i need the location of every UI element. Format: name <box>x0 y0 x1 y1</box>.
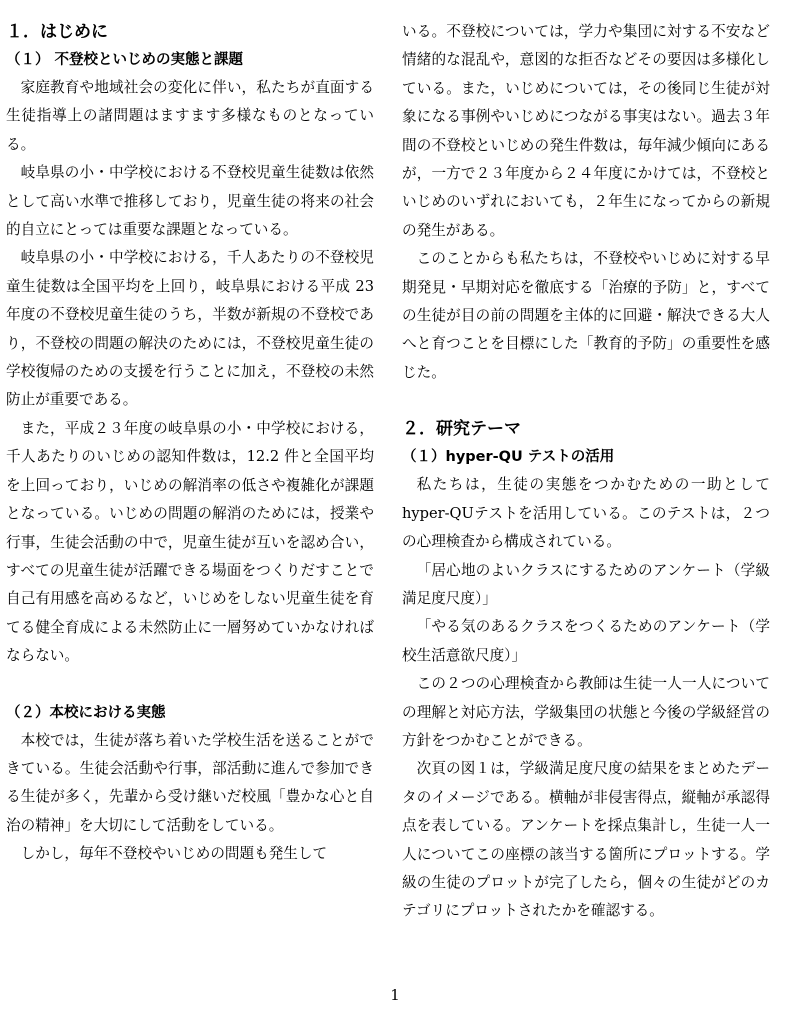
paragraph: このことからも私たちは，不登校やいじめに対する早期発見・早期対応を徹底する「治療的予防」と，すべての生徒が目の前の問題を主体的に回避・解決できる大人へと育つことを目標にした「教育的予防」の重要性を感じた。 <box>402 250 770 381</box>
paragraph: しかし，毎年不登校やいじめの問題も発生して <box>20 845 328 863</box>
spacer <box>6 671 374 699</box>
paragraph: また，平成２３年度の岐阜県の小・中学校における，千人あたりのいじめの認知件数は，12.2 件と全国平均を上回っており，いじめの解消率の低さや複雑化が課題となっている。いじめの問題の解消のためには，授業や行事，生徒会活動の中で，児童生徒が互いを認め合い，すべての児童生徒が活躍できる場面をつくりだすことで自己有用感を高めるなど，いじめをしない児童生徒を育てる健全育成による未然防止に一層努めていかなければならない。 <box>6 419 374 665</box>
paragraph: 本校では，生徒が落ち着いた学校生活を送ることができている。生徒会活動や行事，部活動に進んで参加できる生徒が多く，先輩から受け継いだ校風「豊かな心と自治の精神」を大切にして活動をしている。 <box>6 731 374 834</box>
paragraph-continued: いる。不登校については，学力や集団に対する不安など情緒的な混乱や，意図的な拒否などその要因は多様化している。また，いじめについては，その後同じ生徒が対象になる事例やいじめにつながる事実はない。過去３年間の不登校といじめの発生件数は，毎年減少傾向にあるが，一方で２３年度から２４年度にかけては，不登校といじめのいずれにおいても，２年生になってからの新規の発生がある。 <box>402 23 770 239</box>
left-column <box>6 18 374 869</box>
section-heading-research-theme: ２．研究テーマ <box>402 419 521 440</box>
spacer <box>402 387 770 415</box>
paragraph: この２つの心理検査から教師は生徒一人一人についての理解と対応方法，学級集団の状態と今後の学級経営の方針をつかむことができる。 <box>402 675 770 749</box>
paragraph: 家庭教育や地域社会の変化に伴い，私たちが直面する生徒指導上の諸問題はますます多様なものとなっている。 <box>6 79 374 153</box>
page-number: 1 <box>390 986 400 1004</box>
paragraph: 次頁の図１は，学級満足度尺度の結果をまとめたデータのイメージである。横軸が非侵害得点，縦軸が承認得点を表している。アンケートを採点集計し，生徒一人一人についてこの座標の該当する箇所にプロットする。学級の生徒のプロットが完了したら，個々の生徒がどのカテゴリにプロットされたかを確認する。 <box>402 760 770 920</box>
subsection-heading-school-status: （２）本校における実態 <box>6 704 166 721</box>
paragraph: 岐阜県の小・中学校における，千人あたりの不登校児童生徒数は全国平均を上回り，岐阜県における平成 23 年度の不登校児童生徒のうち，半数が新規の不登校であり，不登校の問題の解決のためには，不登校児童生徒の学校復帰のための支援を行うことに加え，不登校の未然防止が重要である。 <box>6 249 374 409</box>
section-heading-introduction: １．はじめに <box>6 22 108 42</box>
subsection-heading-truancy-bullying: （１） 不登校といじめの実態と課題 <box>6 52 244 68</box>
quoted-survey-title: 「居心地のよいクラスにするためのアンケート（学級満足度尺度）」 <box>402 561 770 607</box>
quoted-survey-title: 「やる気のあるクラスをつくるためのアンケート（学校生活意欲尺度）」 <box>402 618 770 664</box>
right-column <box>402 18 770 926</box>
subsection-heading-hyper-qu: （１）hyper-QU テストの活用 <box>402 449 615 466</box>
paragraph: 私たちは，生徒の実態をつかむための一助としてhyper-QUテストを活用している。このテストは，２つの心理検査から構成されている。 <box>402 476 770 551</box>
paragraph: 岐阜県の小・中学校における不登校児童生徒数は依然として高い水準で推移しており，児童生徒の将来の社会的自立にとっては重要な課題となっている。 <box>6 164 374 239</box>
